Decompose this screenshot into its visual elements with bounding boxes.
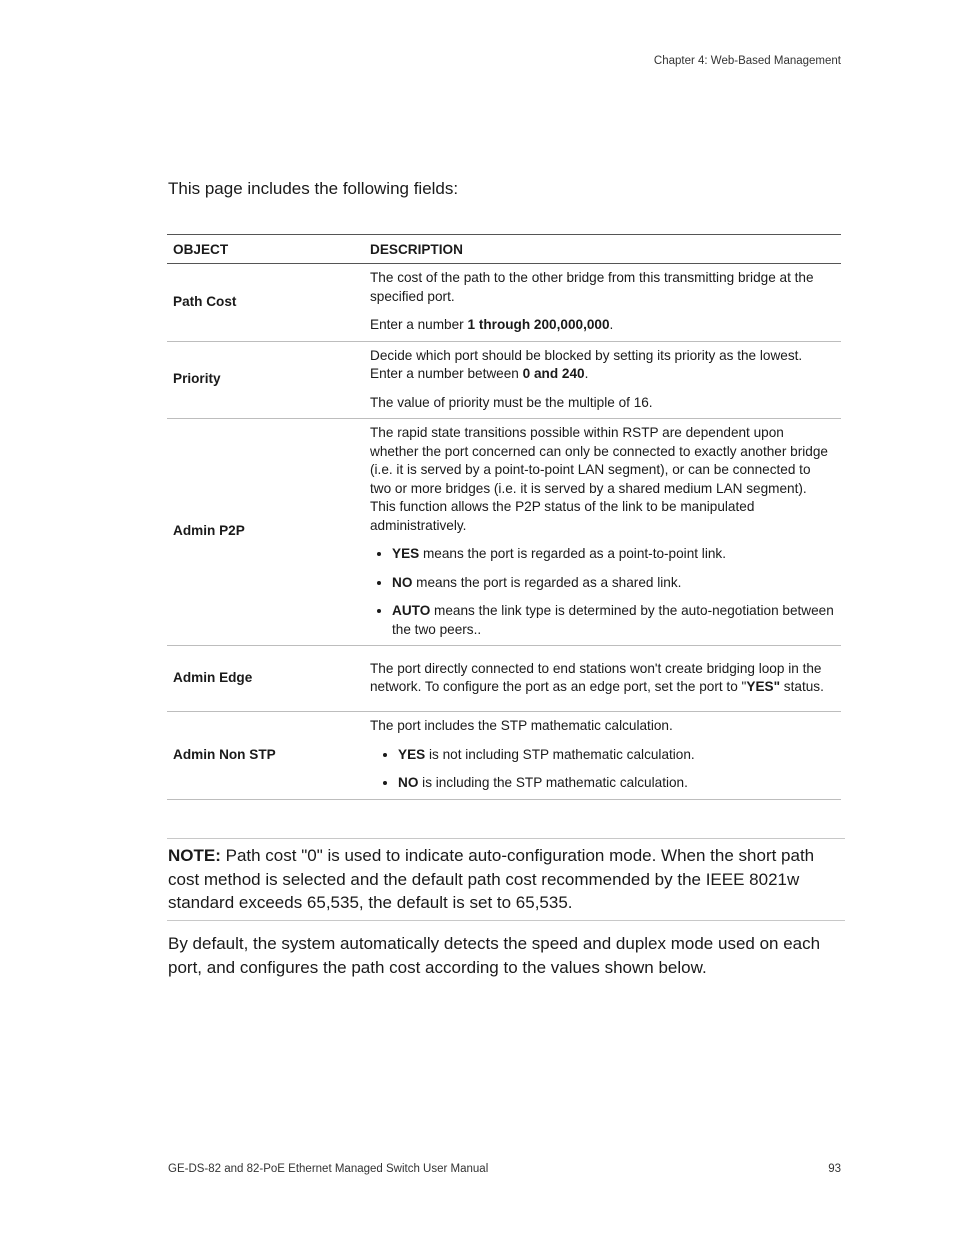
- description-paragraph: The cost of the path to the other bridge from this transmitting bridge at the specified port.: [370, 270, 814, 304]
- intro-text: This page includes the following fields:: [168, 179, 459, 198]
- column-header-object: OBJECT: [167, 235, 364, 264]
- table-header-row: [167, 235, 841, 264]
- table-row: [167, 419, 841, 646]
- fields-table: [167, 234, 841, 800]
- object-admin-non-stp: Admin Non STP: [167, 712, 364, 800]
- column-header-description: DESCRIPTION: [364, 235, 841, 264]
- bullet-list: [370, 746, 835, 793]
- note-text: Path cost "0" is used to indicate auto-configuration mode. When the short path cost method is selected and the default path cost recommended by the IEEE 8021w standard exceeds 65,535, the default is set to 65,535.: [168, 846, 815, 912]
- table-row: [167, 341, 841, 419]
- list-item: • YES is not including STP mathematic calculation.: [398, 746, 835, 765]
- table-row: [167, 646, 841, 712]
- footer-title: GE-DS-82 and 82-PoE Ethernet Managed Switch User Manual: [168, 1163, 489, 1175]
- list-item: • YES means the port is regarded as a point-to-point link.: [392, 545, 835, 564]
- description-paragraph: The port directly connected to end stations won't create bridging loop in the network. To configure the port as an edge port, set the port to "YES" status.: [370, 660, 824, 694]
- description-priority: [364, 341, 841, 419]
- list-item: • AUTO means the link type is determined by the auto-negotiation between the two peers..: [392, 602, 835, 639]
- description-paragraph: The rapid state transitions possible within RSTP are dependent upon whether the port concerned can only be connected to exactly another bridge (i.e. it is served by a point-to-point LAN segment), or can be connected to two or more bridges (i.e. it is served by a shared medium LAN segment). This function allows the P2P status of the link to be manipulated administratively.: [370, 425, 828, 533]
- list-item: • NO means the port is regarded as a shared link.: [392, 574, 835, 593]
- table-row: [167, 712, 841, 800]
- page-number: 93: [828, 1163, 841, 1175]
- body-paragraph: By default, the system automatically detects the speed and duplex mode used on each port, and configures the path cost according to the values shown below.: [168, 934, 821, 977]
- note-box: [167, 838, 845, 921]
- object-admin-edge: Admin Edge: [167, 646, 364, 712]
- note-label: NOTE:: [168, 846, 221, 865]
- description-admin-p2p: [364, 419, 841, 646]
- chapter-header: Chapter 4: Web-Based Management: [653, 55, 841, 67]
- bullet-list: [370, 545, 835, 639]
- description-admin-edge: [364, 646, 841, 712]
- object-path-cost: Path Cost: [167, 264, 364, 342]
- table-row: [167, 264, 841, 342]
- object-priority: Priority: [167, 341, 364, 419]
- description-path-cost: [364, 264, 841, 342]
- description-paragraph: Enter a number 1 through 200,000,000.: [370, 317, 614, 332]
- object-admin-p2p: Admin P2P: [167, 419, 364, 646]
- description-paragraph: Decide which port should be blocked by setting its priority as the lowest. Enter a number between 0 and 240.: [370, 347, 803, 381]
- description-admin-non-stp: [364, 712, 841, 800]
- list-item: • NO is including the STP mathematic calculation.: [398, 774, 835, 793]
- description-paragraph: The value of priority must be the multiple of 16.: [370, 394, 653, 410]
- description-paragraph: The port includes the STP mathematic calculation.: [370, 718, 673, 733]
